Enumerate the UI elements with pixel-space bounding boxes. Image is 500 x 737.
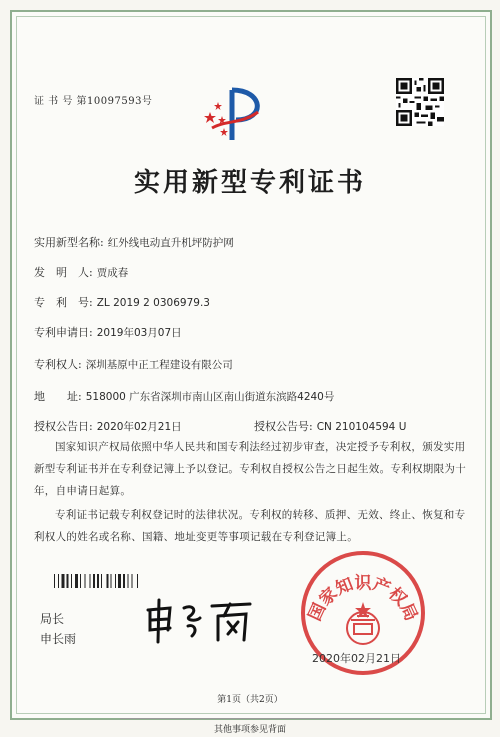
cnipa-logo (202, 84, 274, 144)
page-indicator: 第1页（共2页） (217, 695, 283, 705)
filing-date-value: 2019年03月07日 (96, 327, 182, 339)
inventor-row (34, 264, 128, 280)
utility-model-name-label: 实用新型名称: (34, 236, 104, 249)
grant-number-group (254, 418, 406, 434)
filing-date-label: 专利申请日: (34, 326, 93, 339)
footer-divider (120, 718, 380, 719)
logo-star-1 (204, 112, 216, 123)
address-value: 518000 广东省深圳市南山区南山街道东滨路4240号 (85, 391, 335, 403)
grant-date-value: 2020年02月21日 (96, 421, 182, 433)
address-row (34, 388, 334, 404)
seal-date: 2020年02月21日 (312, 652, 401, 665)
seal-text: 国家知识产权局 (305, 573, 421, 625)
grant-statement-paragraph: 国家知识产权局依照中华人民共和国专利法经过初步审查，决定授予专利权，颁发实用新型专利证书并在专利登记簿上予以登记。专利权自授权公告之日起生效。专利权期限为十年，自申请日起算。 (34, 441, 466, 497)
utility-model-name-row (34, 234, 234, 250)
patent-number-label: 专 利 号: (34, 296, 93, 309)
patentee-value: 深圳基原中正工程建设有限公司 (85, 359, 233, 371)
patentee-row (34, 356, 233, 372)
grant-number-value: CN 210104594 U (316, 421, 407, 433)
director-title-label: 局长 (40, 612, 65, 626)
logo-star-2 (214, 102, 222, 110)
logo-star-4 (220, 128, 228, 136)
director-signature (140, 596, 270, 646)
certificate-number: 证 书 号 第10097593号 (34, 96, 153, 107)
inventor-value: 贾成春 (96, 267, 129, 279)
utility-model-name-value: 红外线电动直升机坪防护网 (107, 237, 234, 249)
grant-date-label: 授权公告日: (34, 420, 93, 433)
seal-emblem (347, 602, 379, 644)
inventor-label: 发 明 人: (34, 266, 93, 279)
grant-number-label: 授权公告号: (254, 420, 313, 433)
address-label: 地 址: (34, 390, 82, 403)
barcode (54, 574, 174, 588)
patent-number-value: ZL 2019 2 0306979.3 (96, 297, 210, 309)
footer-note: 其他事项参见背面 (213, 725, 286, 735)
patentee-label: 专利权人: (34, 358, 82, 371)
director-name-label: 申长雨 (40, 632, 77, 646)
grant-row (34, 418, 474, 434)
legal-status-paragraph: 专利证书记载专利权登记时的法律状况。专利权的转移、质押、无效、终止、恢复和专利权人的姓名或名称、国籍、地址变更等事项记载在专利登记簿上。 (34, 509, 466, 543)
qr-code (396, 78, 444, 126)
certificate-title: 实用新型专利证书 (133, 168, 366, 198)
filing-date-row (34, 324, 182, 340)
patent-number-row (34, 294, 210, 310)
